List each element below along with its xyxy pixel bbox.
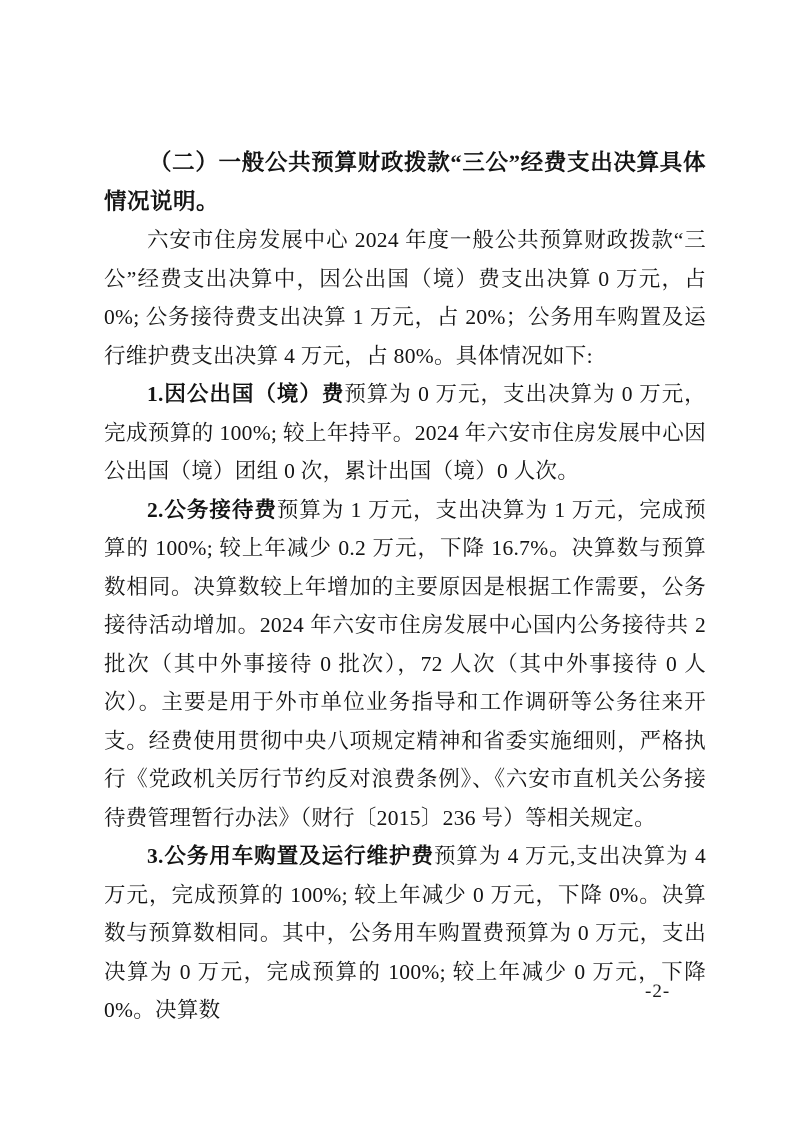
paragraph-text-abroad: 预算为 0 万元，支出决算为 0 万元，完成预算的 100%; 较上年持平。2024 年六安市住房发展中心因公出国（境）团组 0 次，累计出国（境）0 人次。 [104, 382, 706, 483]
intro-paragraph: 六安市住房发展中心 2024 年度一般公共预算财政拨款“三公”经费支出决算中，因公出国（境）费支出决算 0 万元，占 0%; 公务接待费支出决算 1 万元，占 20%；公务用车购置及运行维护费支出决算 4 万元，占 80%。具体情况如下: [104, 228, 706, 368]
paragraph-lead-reception: 2.公务接待费 [147, 497, 277, 522]
paragraph-text-vehicle: 预算为 4 万元,支出决算为 4 万元，完成预算的 100%; 较上年减少 0 万元，下降 0%。决算数与预算数相同。其中，公务用车购置费预算为 0 万元，支出决算为 0 万元，完成预算的 100%; 较上年减少 0 万元，下降 0%。决算数 [104, 844, 706, 1022]
document-page [104, 144, 706, 1030]
paragraph-vehicle-expense [104, 837, 706, 1030]
paragraph-lead-vehicle: 3.公务用车购置及运行维护费 [147, 844, 434, 868]
paragraph-abroad-expense [104, 375, 706, 491]
page-number: -2- [645, 981, 671, 1002]
paragraph-lead-abroad: 1.因公出国（境）费 [147, 382, 345, 406]
paragraph-text-reception: 预算为 1 万元，支出决算为 1 万元，完成预算的 100%; 较上年减少 0.2 万元，下降 16.7%。决算数与预算数相同。决算数较上年增加的主要原因是根据工作需要，公务接待活动增加。2024 年六安市住房发展中心国内公务接待共 2 批次（其中外事接待 0 批次），72 人次（其中外事接待 0 人次）。主要是用于外市单位业务指导和工作调研等公务往来开支。经费使用贯彻中央八项规定精神和省委实施细则，严格执行《党政机关厉行节约反对浪费条例》、《六安市直机关公务接待费管理暂行办法》（财行〔2015〕236 号）等相关规定。 [104, 497, 706, 830]
section-heading: （二）一般公共预算财政拨款“三公”经费支出决算具体情况说明。 [104, 150, 706, 214]
paragraph-reception-expense [104, 491, 706, 838]
